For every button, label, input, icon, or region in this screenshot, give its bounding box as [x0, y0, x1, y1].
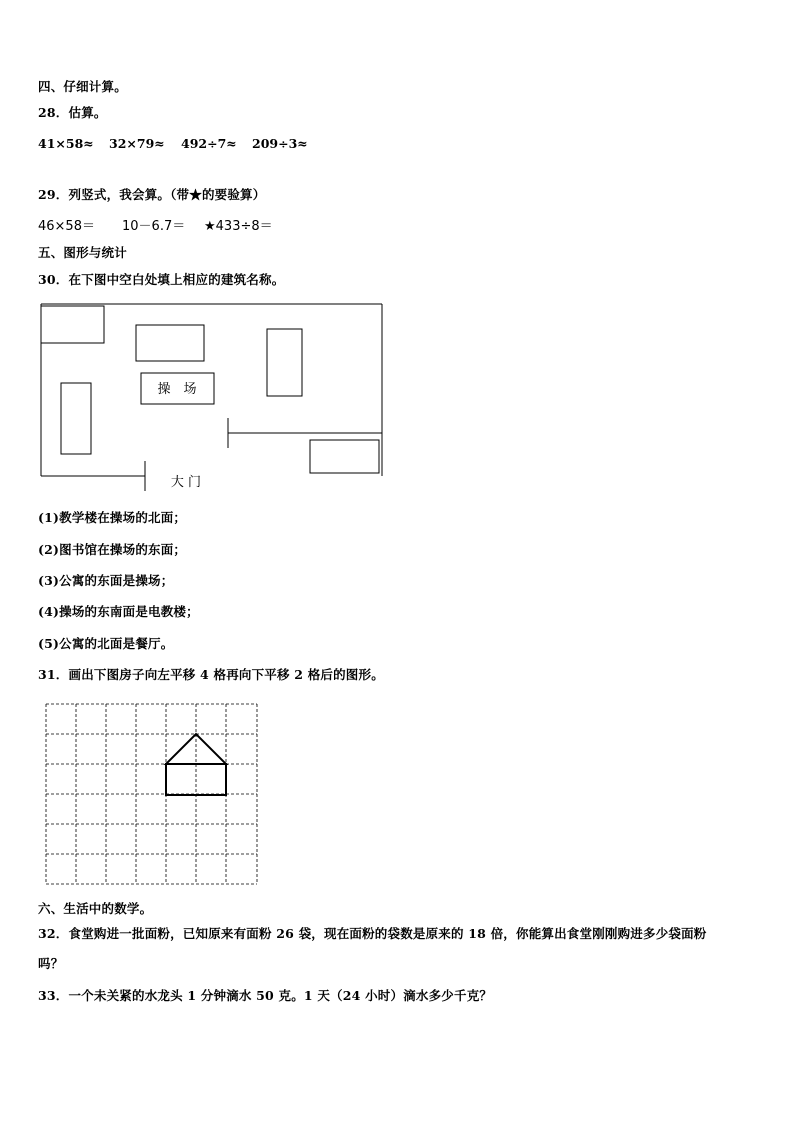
- question-31-label: 31．画出下图房子向左平移 4 格再向下平移 2 格后的图形。: [38, 667, 384, 682]
- vertical-calc-item-3: ★433÷8＝: [204, 219, 273, 234]
- section-heading-4: 四、仔细计算。: [38, 79, 127, 94]
- question-30-label: 30．在下图中空白处填上相应的建筑名称。: [38, 272, 285, 287]
- gate-label: 大 门: [170, 475, 202, 490]
- estimate-item-1: 41×58≈: [38, 136, 94, 151]
- question-28-label: 28．估算。: [38, 105, 107, 120]
- estimate-item-2: 32×79≈: [109, 136, 165, 151]
- question-32-line-2: 吗？: [38, 956, 64, 971]
- question-29-label: 29．列竖式，我会算。（带★的要验算）: [38, 187, 266, 202]
- clue-2: (2)图书馆在操场的东面；: [38, 542, 187, 557]
- estimate-item-3: 492÷7≈: [181, 136, 237, 151]
- clue-1: (1)教学楼在操场的北面；: [38, 510, 187, 525]
- section-heading-6: 六、生活中的数学。: [38, 901, 153, 916]
- vertical-calc-item-2: 10－6.7＝: [122, 219, 186, 234]
- question-32-line-1: 32．食堂购进一批面粉，已知原来有面粉 26 袋，现在面粉的袋数是原来的 18 倍，你能算出食堂刚刚购进多少袋面粉: [38, 926, 707, 941]
- clue-3: (3)公寓的东面是操场；: [38, 573, 174, 588]
- vertical-calc-item-1: 46×58＝: [38, 219, 95, 234]
- clue-4: (4)操场的东南面是电教楼；: [38, 604, 199, 619]
- question-33-label: 33．一个未关紧的水龙头 1 分钟滴水 50 克。1 天（24 小时）滴水多少千克？: [38, 988, 493, 1003]
- clue-5: (5)公寓的北面是餐厅。: [38, 636, 174, 651]
- section-heading-5: 五、图形与统计: [38, 245, 127, 260]
- estimate-item-4: 209÷3≈: [252, 136, 308, 151]
- playground-label: 操 场: [157, 382, 197, 397]
